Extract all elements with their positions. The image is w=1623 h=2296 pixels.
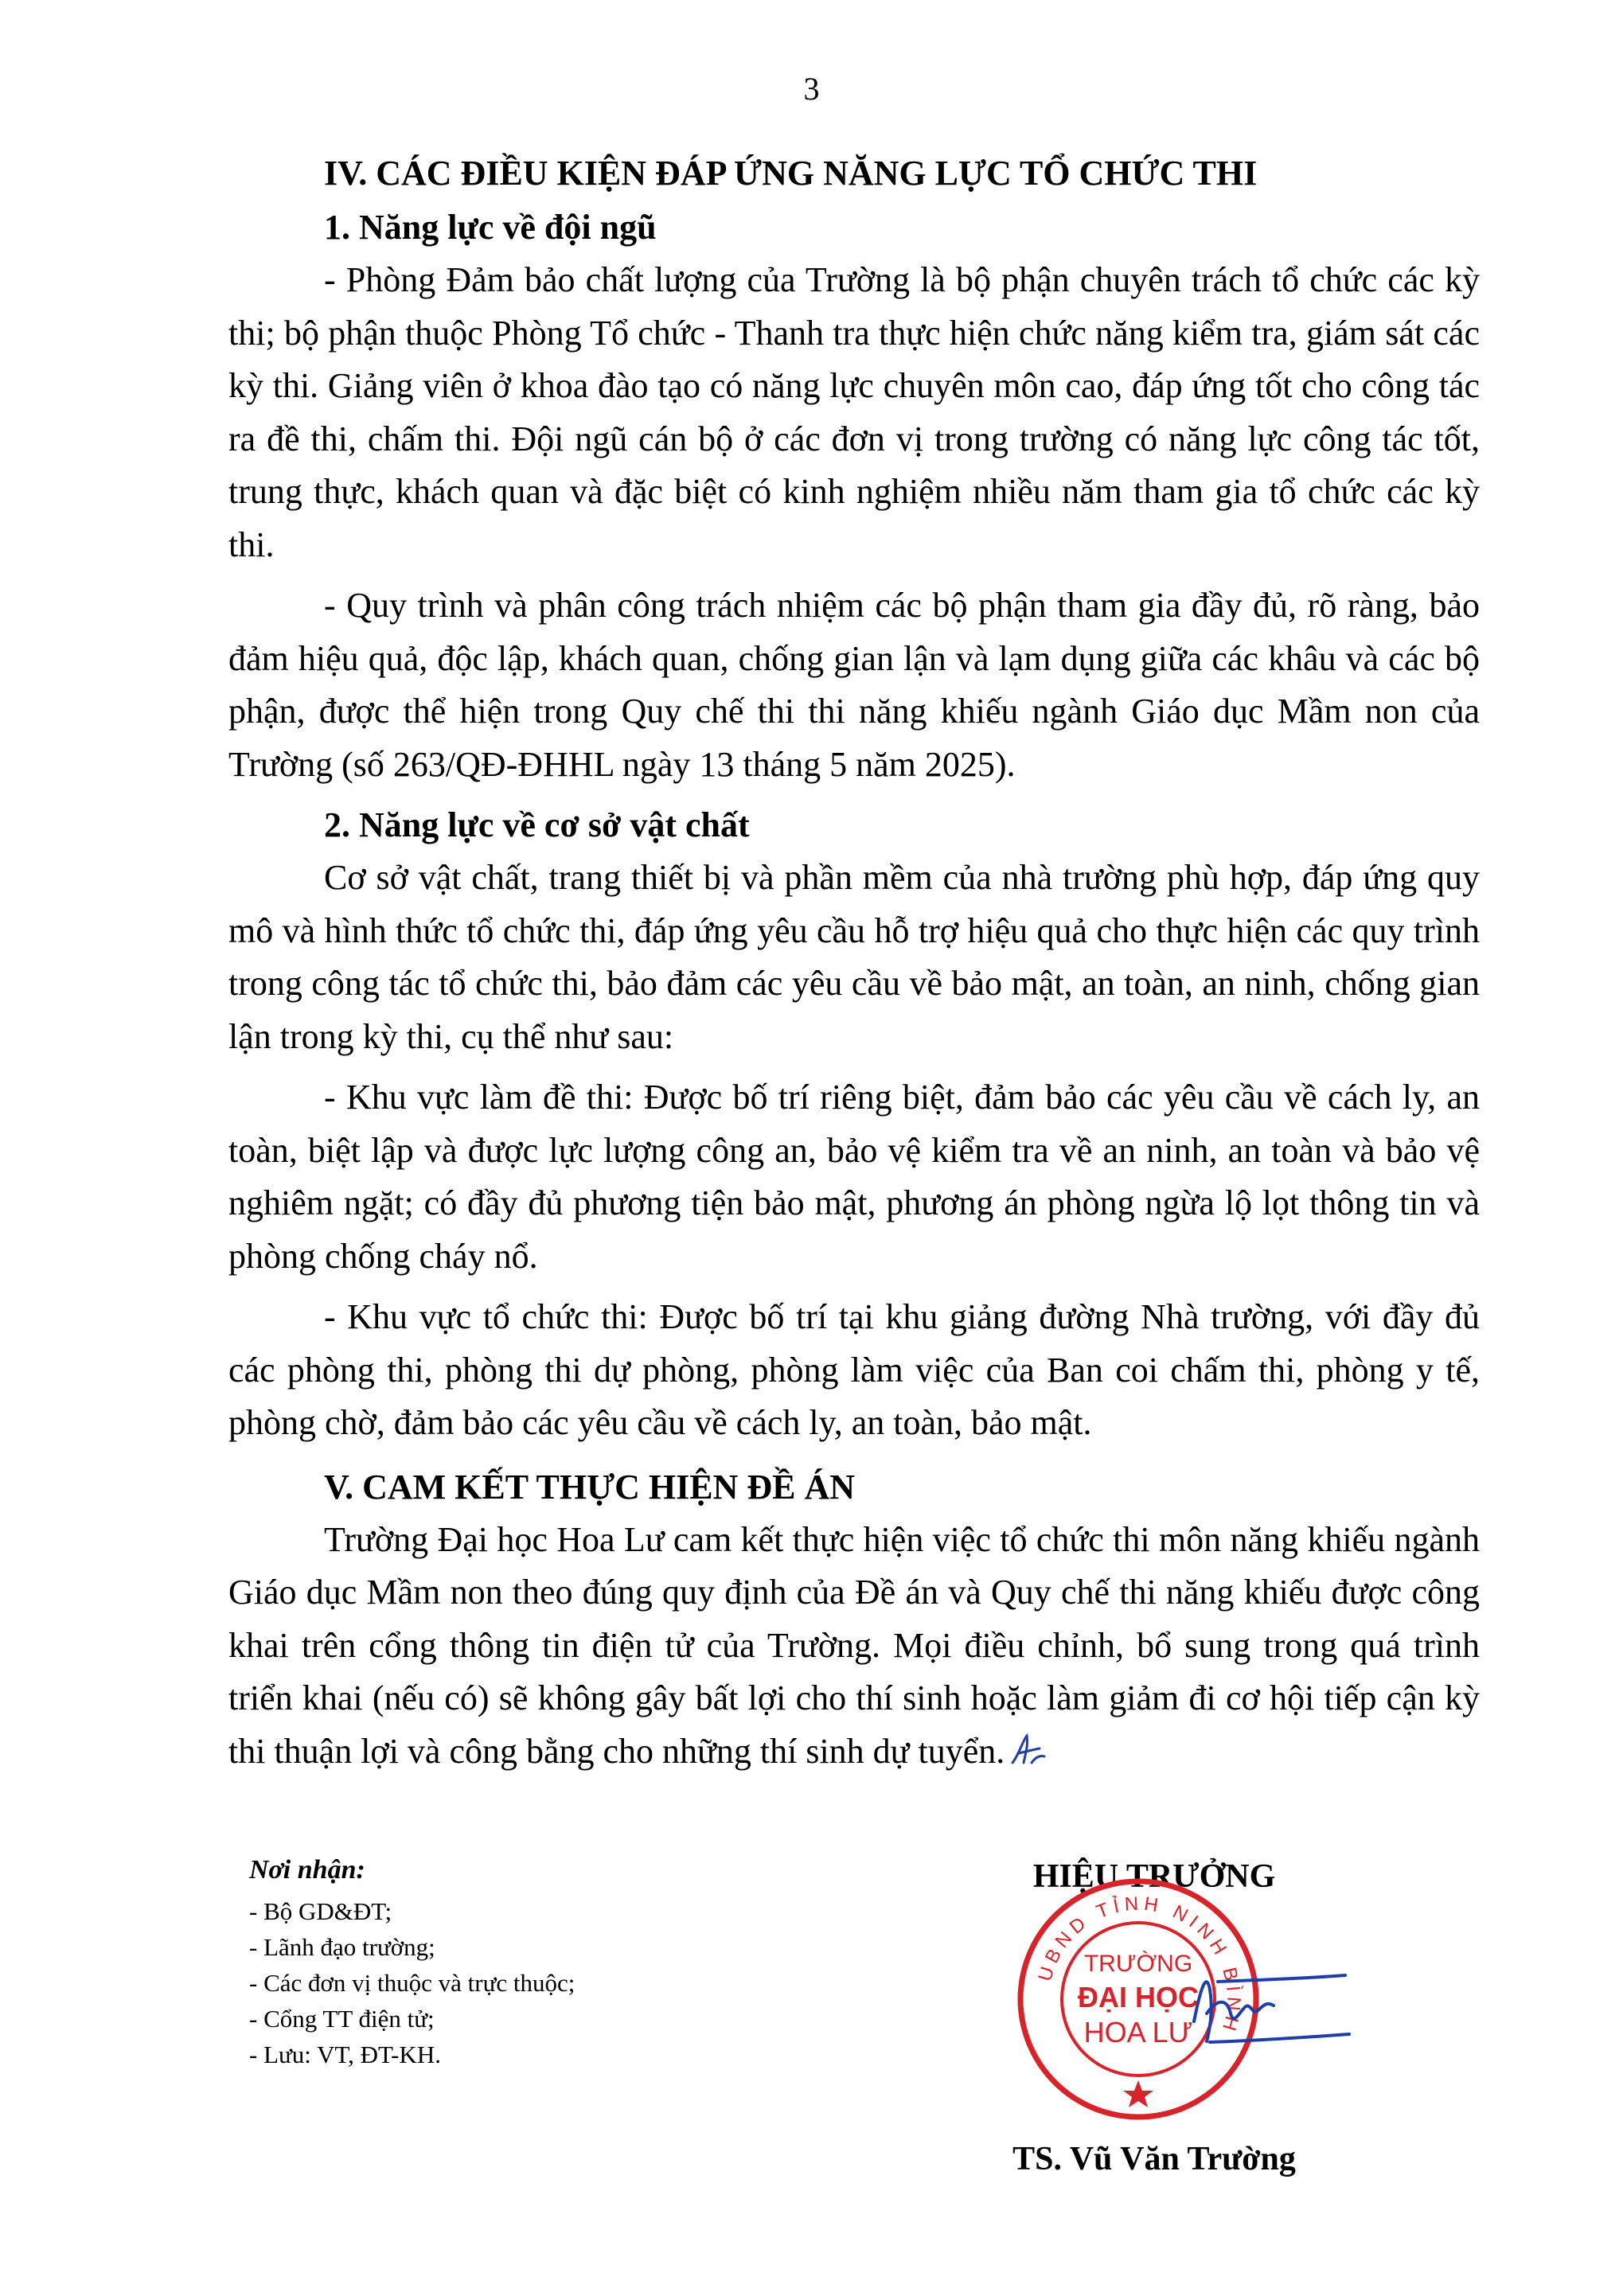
svg-text:ĐẠI HỌC: ĐẠI HỌC	[1078, 1981, 1199, 2013]
paragraph: - Khu vực tổ chức thi: Được bố trí tại khu giảng đường Nhà trường, với đầy đủ các phòng thi, phòng thi dự phòng, phòng làm việc của Ban coi chấm thi, phòng y tế, phòng chờ, đảm bảo các yêu cầu về cách ly, an toàn, bảo mật.	[228, 1297, 1480, 1442]
section-5-heading: V. CAM KẾT THỰC HIỆN ĐỀ ÁN	[324, 1467, 856, 1507]
commitment-text: Trường Đại học Hoa Lư cam kết thực hiện việc tổ chức thi môn năng khiếu ngành Giáo dục Mầm non theo đúng quy định của Đề án và Quy chế thi năng khiếu được công khai trên cổng thông tin điện tử của Trường. Mọi điều chỉnh, bổ sung trong quá trình triển khai (nếu có) sẽ không gây bất lợi cho thí sinh hoặc làm giảm đi cơ hội tiếp cận kỳ thi thuận lợi và công bằng cho những thí sinh dự tuyển.	[228, 1519, 1480, 1771]
recipients-block	[249, 1850, 806, 2072]
recipient-item: - Bộ GD&ĐT;	[249, 1897, 392, 1925]
section-4-heading: IV. CÁC ĐIỀU KIỆN ĐÁP ỨNG NĂNG LỰC TỔ CHỨC THI	[324, 154, 1258, 193]
page-number: 3	[803, 71, 820, 107]
recipient-item: - Lãnh đạo trường;	[249, 1933, 435, 1961]
recipient-item: - Cổng TT điện tử;	[249, 2005, 435, 2033]
signer-name: TS. Vũ Văn Trường	[1012, 2141, 1296, 2177]
paragraph: - Quy trình và phân công trách nhiệm các bộ phận tham gia đầy đủ, rõ ràng, bảo đảm hiệu quả, độc lập, khách quan, chống gian lận và lạm dụng giữa các khâu và các bộ phận, được thể hiện trong Quy chế thi thi năng khiếu ngành Giáo dục Mầm non của Trường (số 263/QĐ-ĐHHL ngày 13 tháng 5 năm 2025).	[228, 586, 1480, 784]
document-body	[228, 147, 1480, 1786]
recipient-item: - Lưu: VT, ĐT-KH.	[249, 2041, 441, 2068]
handwritten-signature-icon	[1186, 1966, 1353, 2053]
svg-text:TRƯỜNG: TRƯỜNG	[1083, 1951, 1193, 1977]
section-4-2-heading: 2. Năng lực về cơ sở vật chất	[324, 805, 750, 844]
svg-text:UBND TỈNH NINH BÌNH: UBND TỈNH NINH BÌNH	[1034, 1893, 1245, 2038]
paragraph-commitment	[228, 1514, 1480, 1779]
signer-title: HIỆU TRƯỞNG	[1032, 1858, 1276, 1895]
svg-text:HOA LƯ: HOA LƯ	[1083, 2016, 1193, 2048]
recipients-title: Nơi nhận:	[249, 1855, 365, 1885]
paragraph: - Khu vực làm đề thi: Được bố trí riêng biệt, đảm bảo các yêu cầu về cách ly, an toàn, biệt lập và được lực lượng công an, bảo vệ kiểm tra về an ninh, an toàn và bảo vệ nghiêm ngặt; có đầy đủ phương tiện bảo mật, phương án phòng ngừa lộ lọt thông tin và phòng chống cháy nổ.	[228, 1078, 1480, 1276]
initial-mark-icon	[1008, 1731, 1048, 1771]
section-4-1-heading: 1. Năng lực về đội ngũ	[324, 208, 657, 247]
recipient-item: - Các đơn vị thuộc và trực thuộc;	[249, 1969, 575, 1997]
paragraph: Cơ sở vật chất, trang thiết bị và phần mềm của nhà trường phù hợp, đáp ứng quy mô và hình thức tổ chức thi, đáp ứng yêu cầu hỗ trợ hiệu quả cho thực hiện các quy trình trong công tác tổ chức thi, bảo đảm các yêu cầu về bảo mật, an toàn, an ninh, chống gian lận trong kỳ thi, cụ thể như sau:	[228, 858, 1480, 1056]
paragraph: - Phòng Đảm bảo chất lượng của Trường là bộ phận chuyên trách tổ chức các kỳ thi; bộ phận thuộc Phòng Tổ chức - Thanh tra thực hiện chức năng kiểm tra, giám sát các kỳ thi. Giảng viên ở khoa đào tạo có năng lực chuyên môn cao, đáp ứng tốt cho công tác ra đề thi, chấm thi. Đội ngũ cán bộ ở các đơn vị trong trường có năng lực công tác tốt, trung thực, khách quan và đặc biệt có kinh nghiệm nhiều năm tham gia tổ chức các kỳ thi.	[228, 260, 1480, 564]
recipients-list	[249, 1893, 806, 2072]
